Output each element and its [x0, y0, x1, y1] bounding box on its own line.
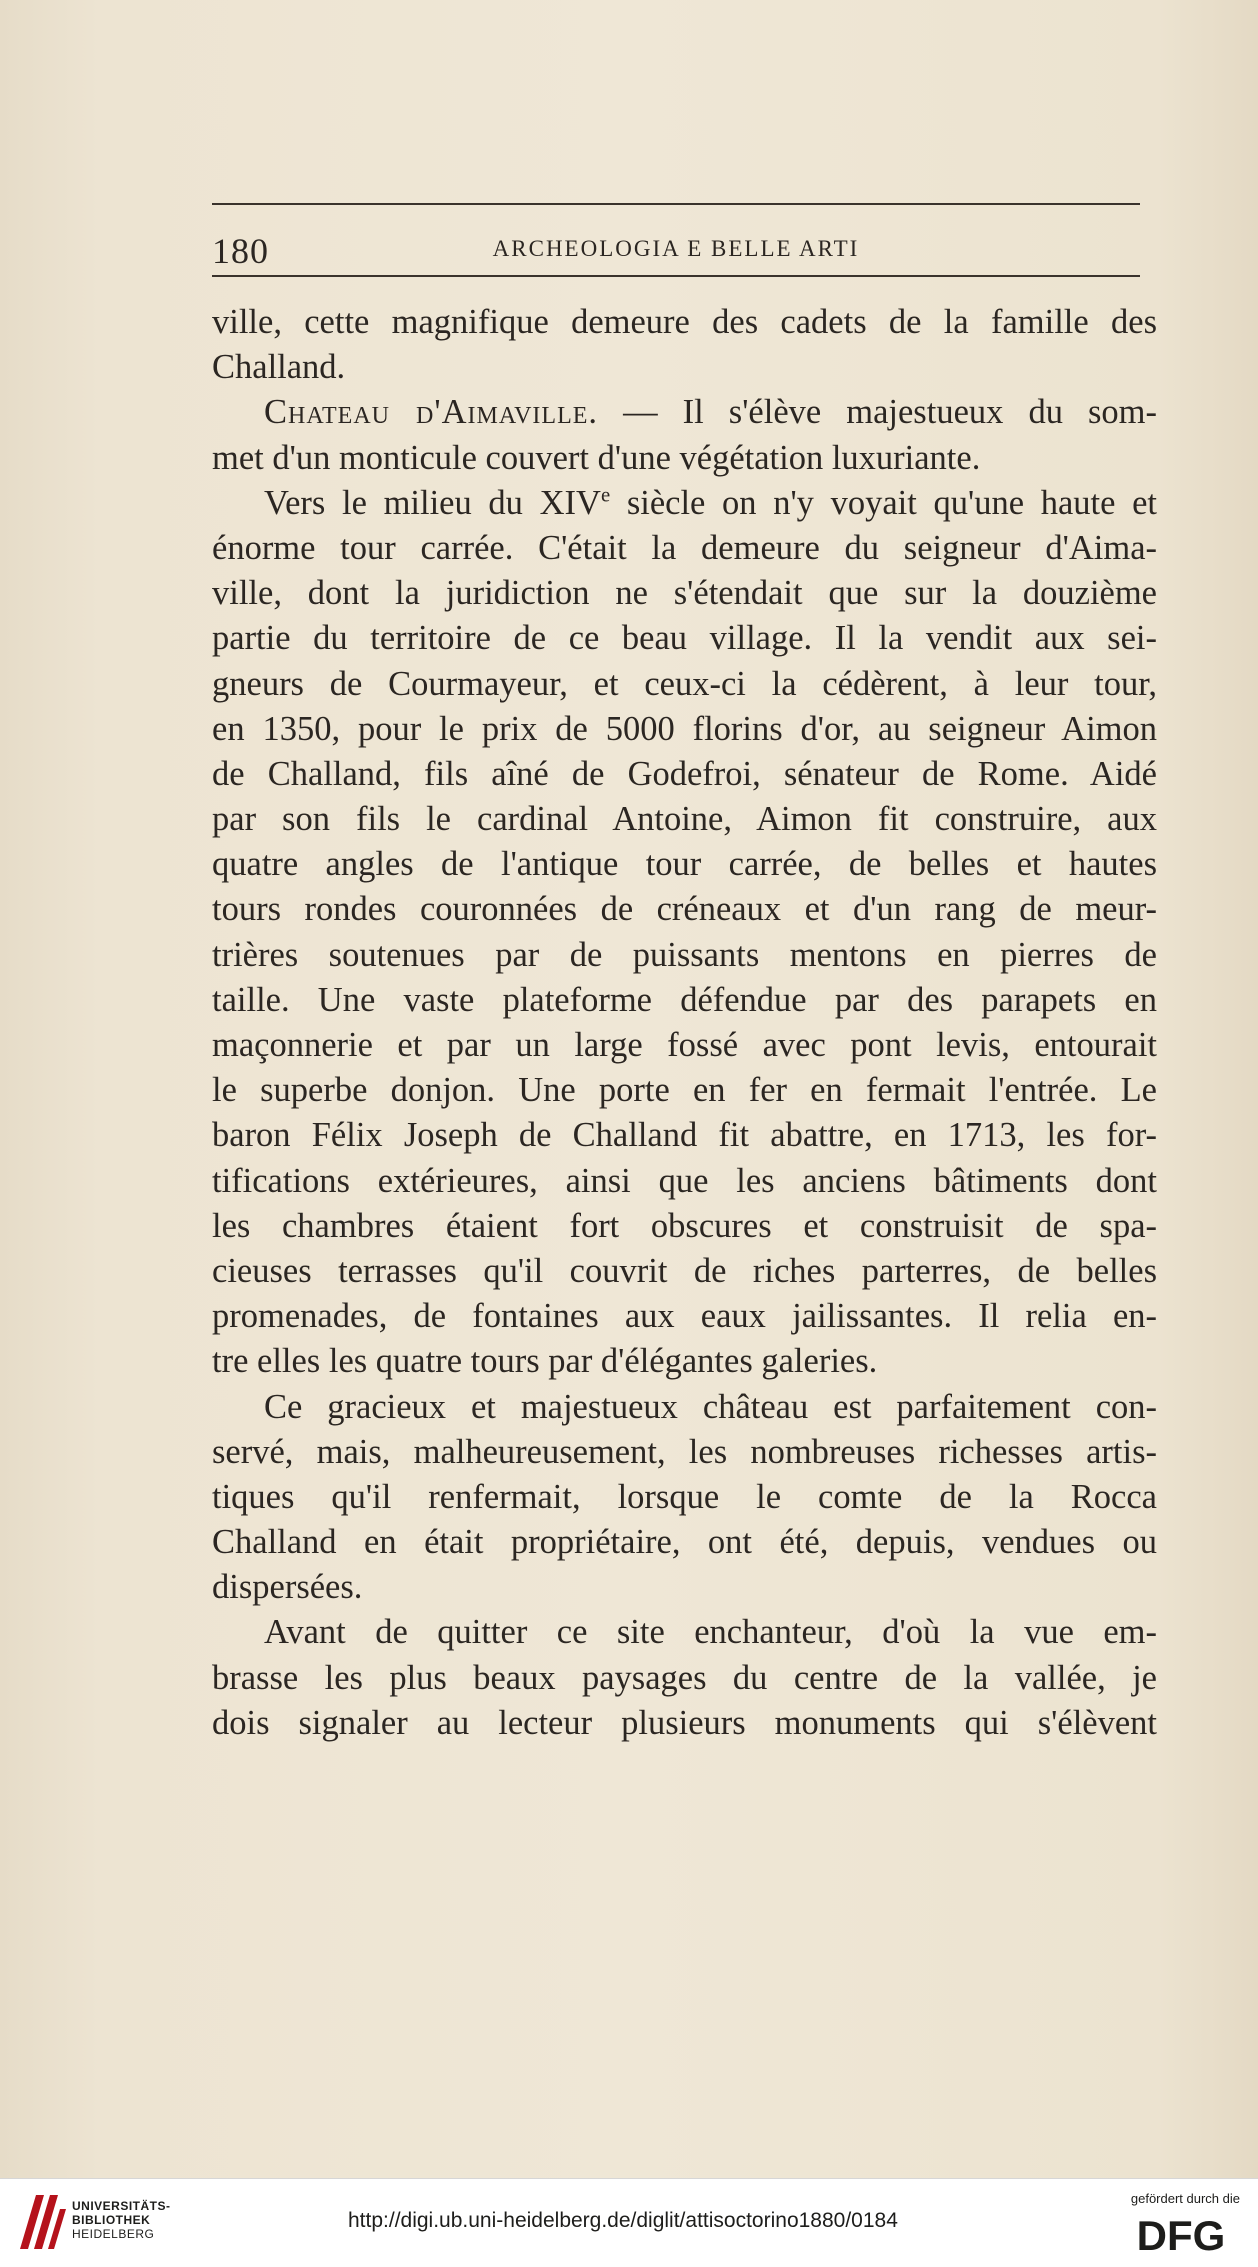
permalink-url[interactable]: http://digi.ub.uni-heidelberg.de/diglit/attisoctorino1880/0184: [348, 2209, 898, 2232]
text-line: gneurs de Courmayeur, et ceux-ci la cédèrent, à leur tour,: [212, 664, 1157, 703]
text-line: Chateau d'Aimaville. — Il s'élève majestueux du som-: [264, 393, 1158, 432]
text-line: Ce gracieux et majestueux château est parfaitement con-: [264, 1387, 1157, 1426]
text-line: en 1350, pour le prix de 5000 florins d'or, au seigneur Aimon: [212, 709, 1157, 748]
text-line: de Challand, fils aîné de Godefroi, sénateur de Rome. Aidé: [212, 754, 1157, 793]
running-header: [212, 218, 1140, 274]
text-line: partie du territoire de ce beau village. Il la vendit aux sei-: [212, 619, 1157, 658]
text-line: trières soutenues par de puissants mentons en pierres de: [212, 935, 1157, 974]
running-title: ARCHEOLOGIA E BELLE ARTI: [492, 236, 860, 261]
text-line: promenades, de fontaines aux eaux jailissantes. Il relia en-: [212, 1297, 1157, 1336]
text-line: dois signaler au lecteur plusieurs monuments qui s'élèvent: [212, 1703, 1157, 1742]
dfg-logo-icon: [1122, 2212, 1240, 2256]
text-line: taille. Une vaste plateforme défendue par des parapets en: [212, 980, 1157, 1019]
page-number: 180: [212, 231, 269, 271]
text-line: Vers le milieu du XIVe siècle on n'y voyait qu'une haute et: [264, 483, 1158, 522]
text-line: ville, dont la juridiction ne s'étendait que sur la douzième: [212, 574, 1157, 613]
header-bottom-rule: [212, 275, 1140, 277]
text-line: les chambres étaient fort obscures et construisit de spa-: [212, 1206, 1157, 1245]
university-library-logo-icon: [14, 2191, 70, 2253]
text-line: servé, mais, malheureusement, les nombreuses richesses artis-: [212, 1432, 1157, 1471]
century-numeral: XIV: [539, 483, 601, 522]
text-line: Challand.: [212, 348, 346, 387]
text-line: ville, cette magnifique demeure des cadets de la famille des: [212, 303, 1157, 341]
funding-label: gefördert durch die: [1130, 2191, 1240, 2206]
century-superscript: e: [600, 484, 611, 507]
dfg-logo-text: DFG: [1136, 2212, 1226, 2256]
text-line: Avant de quitter ce site enchanteur, d'où la vue em-: [264, 1613, 1157, 1652]
text-line: tifications extérieures, ainsi que les anciens bâtiments dont: [212, 1161, 1157, 1200]
text-line: brasse les plus beaux paysages du centre de la vallée, je: [212, 1658, 1157, 1697]
text-line: Challand en était propriétaire, ont été, depuis, vendues ou: [212, 1523, 1157, 1562]
text-line: met d'un monticule couvert d'une végétation luxuriante.: [212, 438, 981, 477]
funding-credit: [1122, 2191, 1240, 2261]
text-line: quatre angles de l'antique tour carrée, de belles et hautes: [212, 845, 1157, 884]
text-line: dispersées.: [212, 1568, 363, 1607]
text-line: baron Félix Joseph de Challand fit abattre, en 1713, les for-: [212, 1116, 1157, 1155]
section-heading: Chateau d'Aimaville.: [264, 393, 599, 432]
text-line: cieuses terrasses qu'il couvrit de riches parterres, de belles: [212, 1251, 1157, 1290]
text-line: maçonnerie et par un large fossé avec pont levis, entourait: [212, 1026, 1157, 1064]
text-line: par son fils le cardinal Antoine, Aimon fit construire, aux: [212, 800, 1157, 839]
text-line: tre elles les quatre tours par d'élégantes galeries.: [212, 1342, 878, 1381]
body-text: [212, 300, 1172, 1746]
library-name: UNIVERSITÄTS- BIBLIOTHEK HEIDELBERG: [72, 2199, 171, 2241]
header-top-rule: [212, 203, 1140, 205]
text-line: énorme tour carrée. C'était la demeure du seigneur d'Aima-: [212, 528, 1157, 567]
text-line: tiques qu'il renfermait, lorsque le comte de la Rocca: [212, 1477, 1157, 1516]
text-line: le superbe donjon. Une porte en fer en fermait l'entrée. Le: [212, 1071, 1157, 1110]
text-line: tours rondes couronnées de créneaux et d'un rang de meur-: [212, 890, 1157, 929]
viewer-footer: [0, 2178, 1258, 2267]
